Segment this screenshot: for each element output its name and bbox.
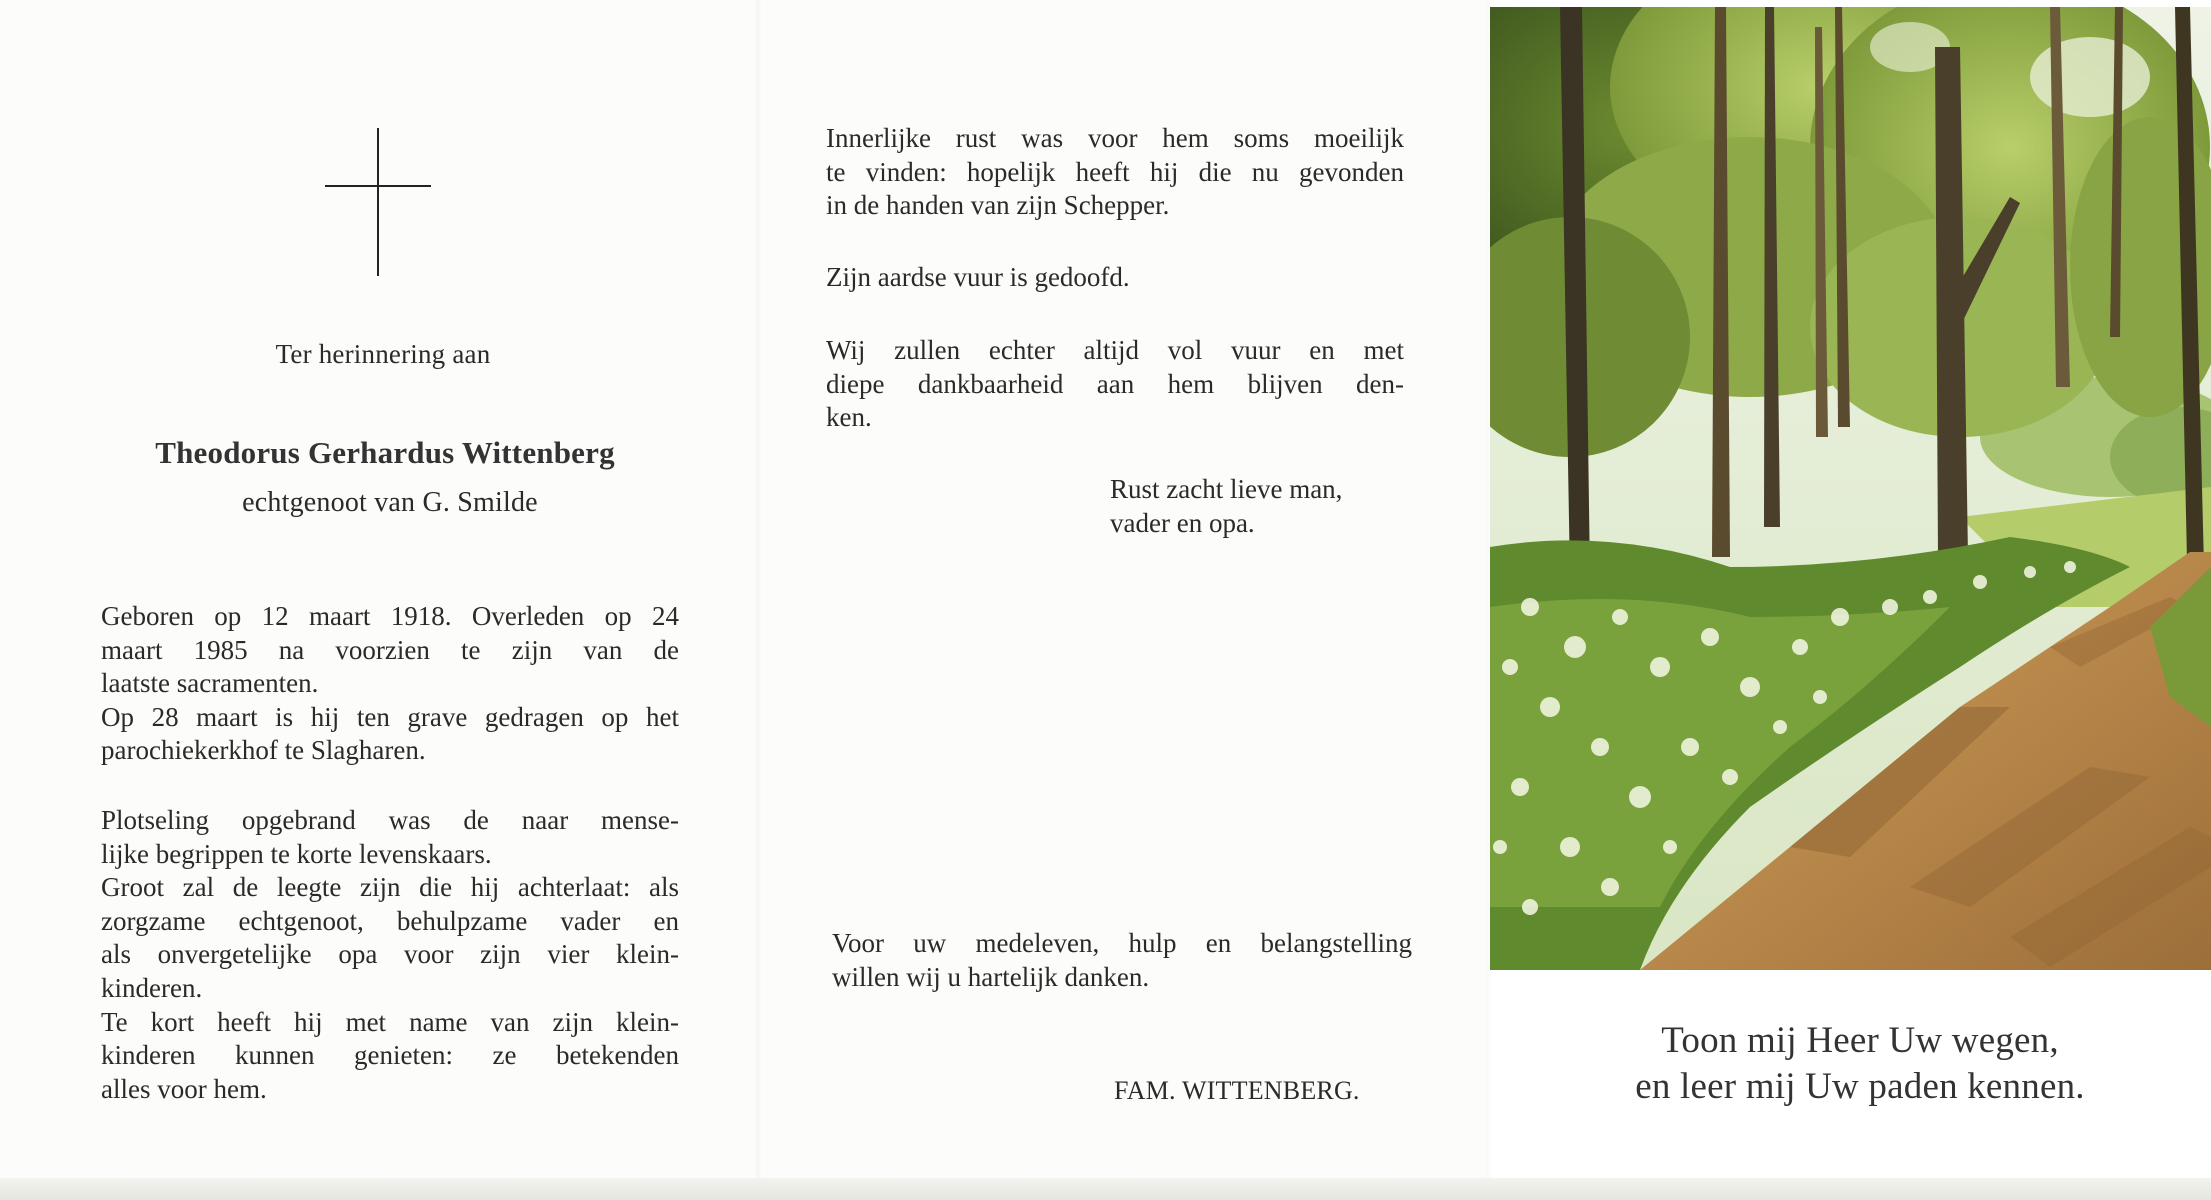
text-line: ken. (826, 402, 872, 433)
text-line: Op 28 maart is hij ten grave gedragen op het (101, 701, 679, 732)
text-line: laatste sacramenten. (101, 668, 319, 699)
text-line: lijke begrippen te korte levenskaars. (101, 838, 492, 869)
text-line: Zijn aardse vuur is gedoofd. (826, 262, 1130, 292)
text-line: te vinden: hopelijk heeft hij die nu gevonden (826, 156, 1404, 187)
spouse-text: echtgenoot van G. Smilde (242, 487, 538, 518)
tree-lined-path-image (1490, 7, 2211, 970)
text-line: Voor uw medeleven, hulp en belangstelling (832, 928, 1412, 958)
text-line: kinderen. (101, 972, 203, 1003)
deceased-name: Theodorus Gerhardus Wittenberg (155, 435, 615, 470)
intro-text: Ter herinnering aan (275, 339, 491, 369)
text-line: Groot zal de leegte zijn die hij achterlaat: als (101, 872, 679, 903)
text-line: Innerlijke rust was voor hem soms moeilijk (826, 123, 1404, 153)
thanks-paragraph (832, 927, 1412, 994)
text-line: Wij zullen echter altijd vol vuur en met (826, 335, 1404, 365)
text-line: in de handen van zijn Schepper. (826, 190, 1170, 221)
text-line: Rust zacht lieve man, (1110, 474, 1343, 504)
text-line: Te kort heeft hij met name van zijn klein- (101, 1006, 679, 1037)
cross-icon (323, 128, 433, 276)
rest-in-peace-text (1110, 473, 1410, 540)
remembrance-paragraph (826, 334, 1404, 435)
text-line: zorgzame echtgenoot, behulpzame vader en (101, 905, 679, 936)
tribute-paragraph (101, 804, 679, 1106)
text-line: als onvergetelijke opa voor zijn vier klein- (101, 939, 679, 970)
text-line: diepe dankbaarheid aan hem blijven den- (826, 368, 1404, 399)
text-line: alles voor hem. (101, 1073, 267, 1104)
verse-line: en leer mij Uw paden kennen. (1635, 1066, 2085, 1107)
family-signature: FAM. WITTENBERG. (1114, 1076, 1360, 1105)
inner-peace-paragraph (826, 122, 1404, 223)
text-line: parochiekerkhof te Slagharen. (101, 735, 426, 766)
text-line: kinderen kunnen genieten: ze betekenden (101, 1040, 679, 1071)
text-line: Geboren op 12 maart 1918. Overleden op 24 (101, 601, 679, 631)
text-line: willen wij u hartelijk danken. (832, 961, 1150, 992)
text-line: Plotseling opgebrand was de naar mense- (101, 805, 679, 835)
verse-line: Toon mij Heer Uw wegen, (1661, 1020, 2059, 1061)
card-bottom-edge (0, 1178, 2211, 1200)
text-line: vader en opa. (1110, 507, 1255, 538)
fire-extinguished-paragraph (826, 261, 1404, 295)
verse-text (1560, 1018, 2160, 1110)
text-line: maart 1985 na voorzien te zijn van de (101, 634, 679, 665)
birth-death-paragraph (101, 600, 679, 768)
